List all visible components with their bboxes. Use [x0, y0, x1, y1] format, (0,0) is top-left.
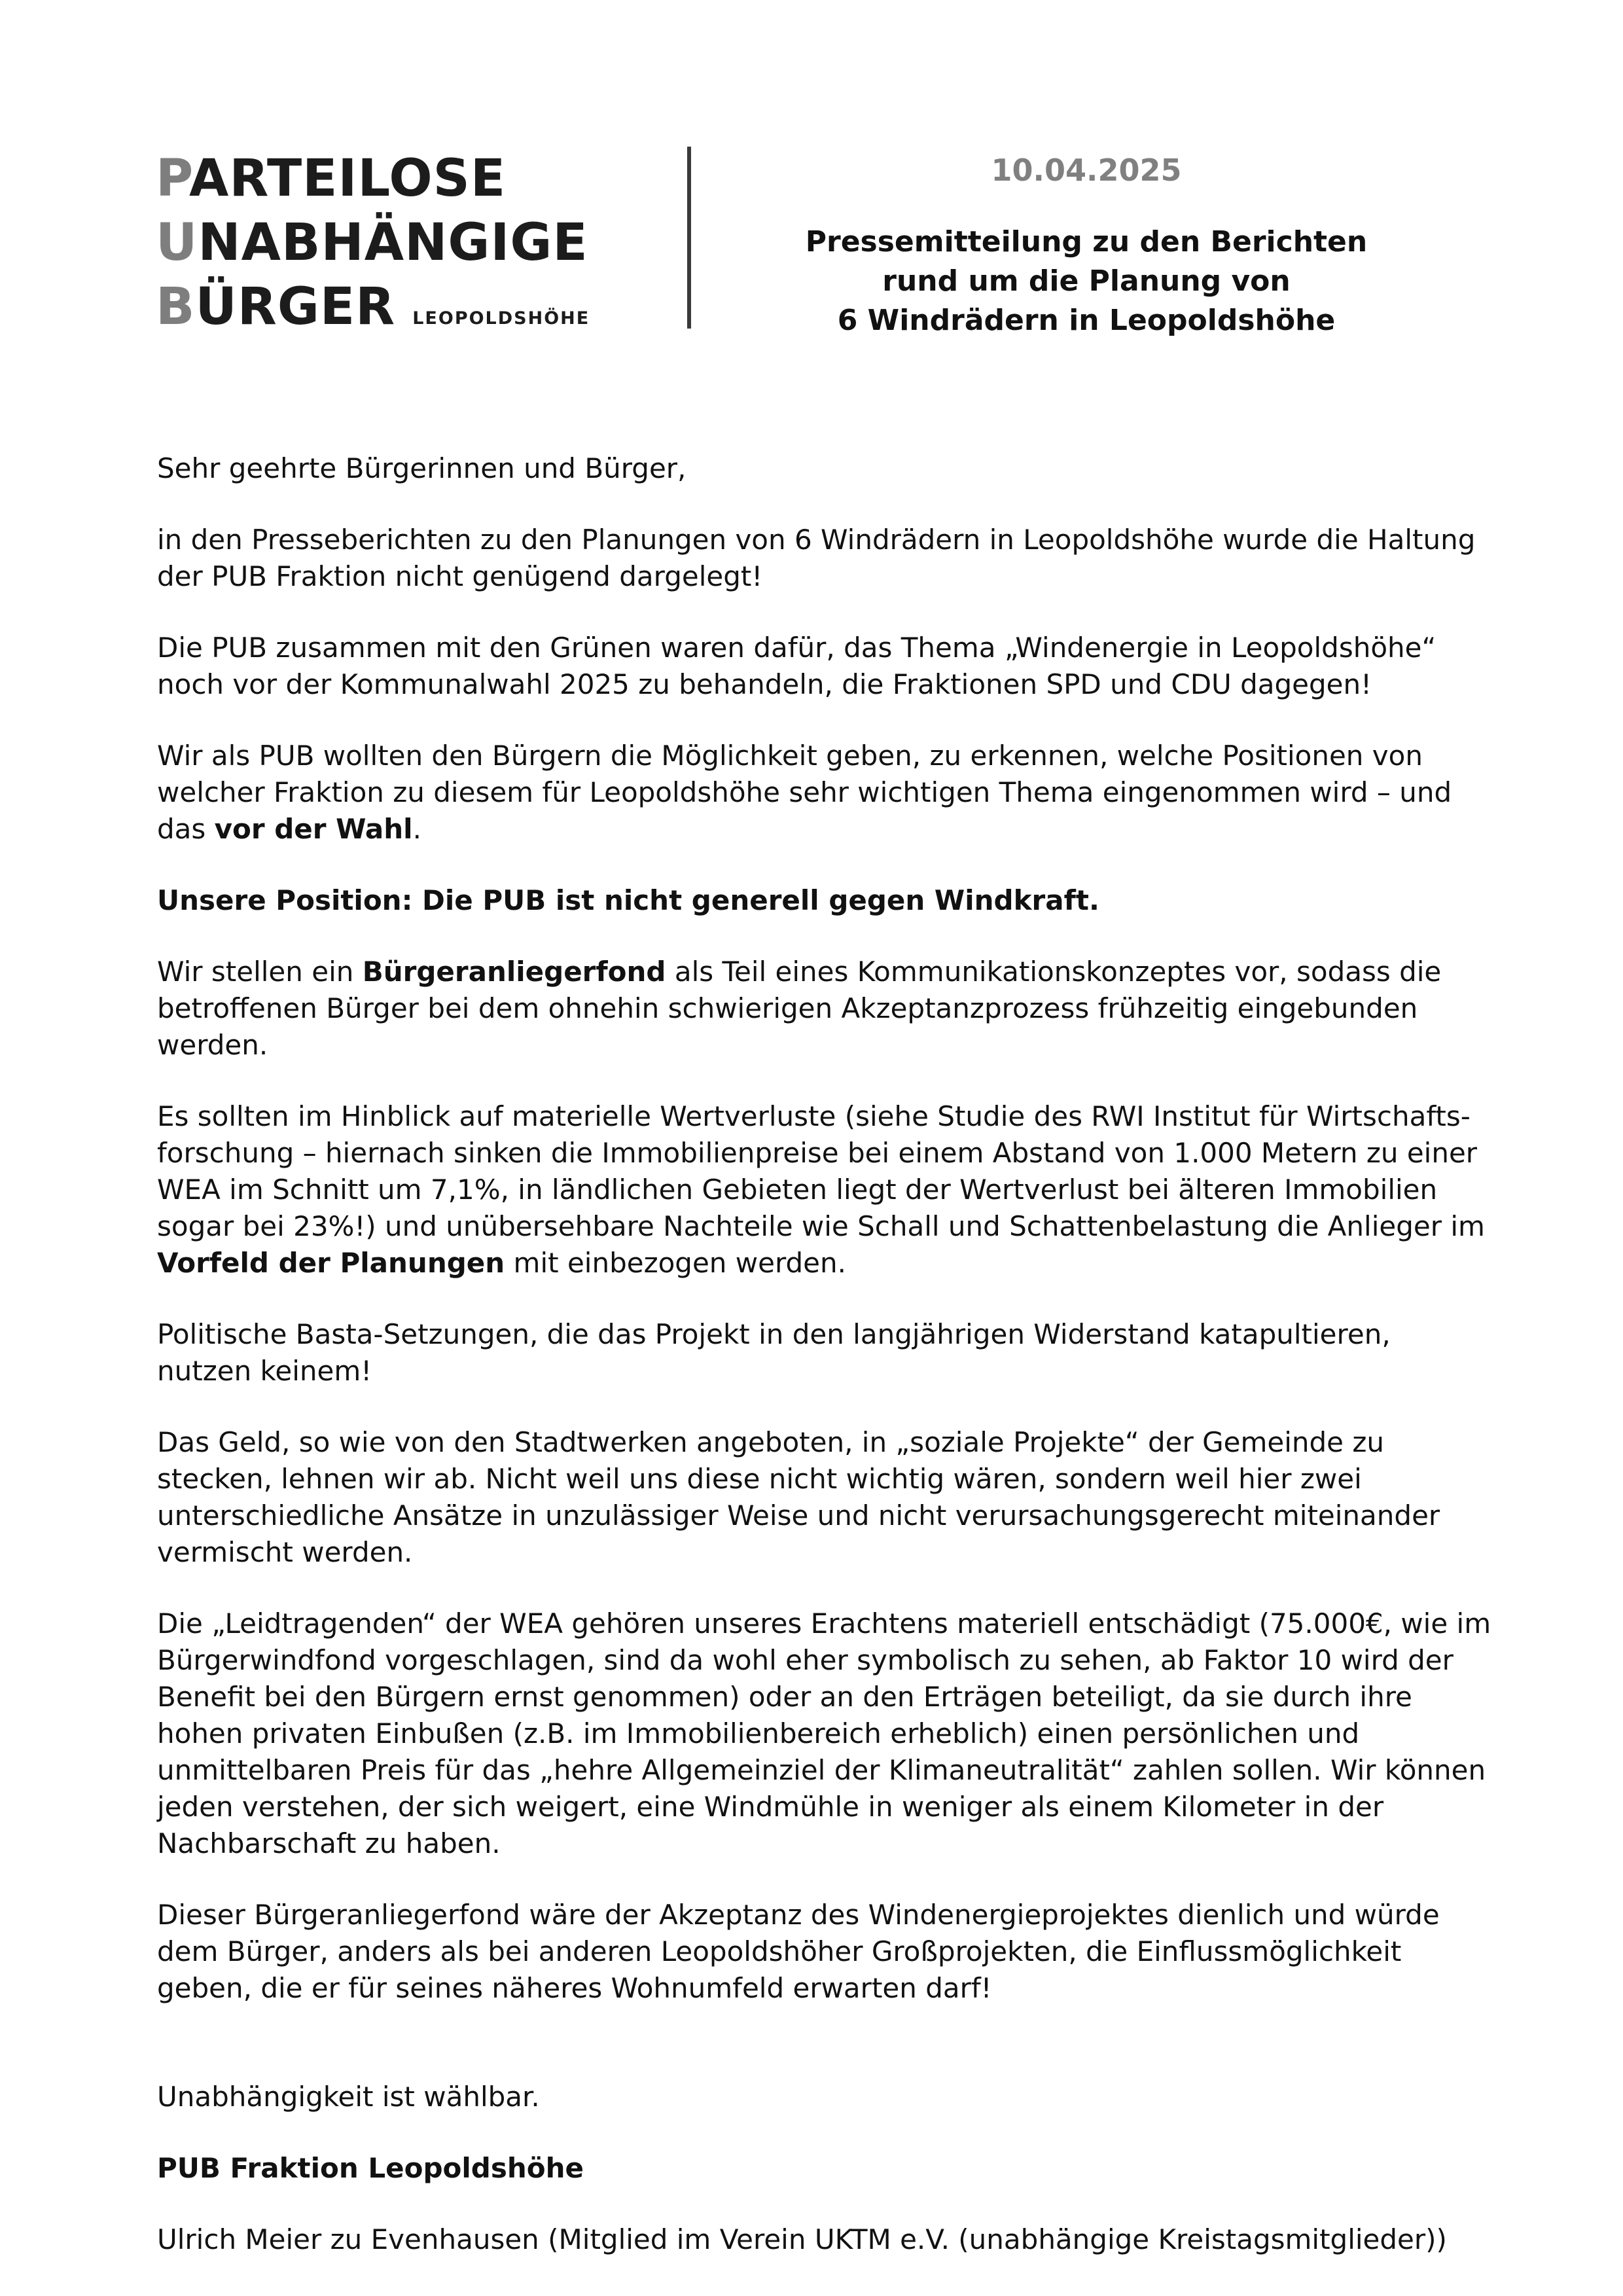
paragraph-3	[157, 738, 1492, 848]
press-date: 10.04.2025	[991, 152, 1182, 188]
paragraph-3-emphasis: vor der Wahl	[214, 813, 413, 845]
logo-initial-u: U	[156, 213, 198, 272]
logo-text-unabhaengige: NABHÄNGIGE	[198, 213, 588, 272]
logo-line-parteilose	[156, 147, 640, 211]
header-divider	[687, 147, 691, 329]
paragraph-5-emphasis: Vorfeld der Planungen	[157, 1247, 505, 1279]
logo-subtitle: LEOPOLDSHÖHE	[412, 308, 590, 329]
position-statement-text: Unsere Position: Die PUB ist nicht generell gegen Windkraft.	[157, 884, 1099, 916]
letter-body	[157, 450, 1492, 2293]
signature-person: Ulrich Meier zu Evenhausen (Mitglied im Verein UKTM e.V. (unabhängige Kreistagsmitglieder))	[157, 2223, 1447, 2255]
header-info	[733, 152, 1440, 340]
paragraph-5-text: Es sollten im Hinblick auf materielle Wertverluste (siehe Studie des RWI Institut für Wirtschafts-forschung – hiernach sinken die Immobilienpreise bei einem Abstand von 1.000 Metern zu einer WEA im Schnitt um 7,1%, in ländlichen Gebieten liegt der Wertverlust bei älteren Immobilien sogar bei 23%!) und unübersehbare Nachteile wie Schall und Schattenbelastung die Anlieger im	[157, 1100, 1485, 1242]
press-headline: Pressemitteilung zu den Berichten rund um die Planung von 6 Windrädern in Leopoldshöhe	[805, 225, 1368, 337]
paragraph-7: Das Geld, so wie von den Stadtwerken angeboten, in „soziale Projekte“ der Gemeinde zu stecken, lehnen wir ab. Nicht weil uns diese nicht wichtig wären, sondern weil hier zwei unterschiedliche Ansätze in unzulässiger Weise und nicht verursachungsgerecht miteinander vermischt werden.	[157, 1426, 1440, 1568]
paragraph-3-end: .	[412, 813, 421, 845]
paragraph-5	[157, 1098, 1492, 1282]
salutation: Sehr geehrte Bürgerinnen und Bürger,	[157, 452, 687, 484]
paragraph-6: Politische Basta-Setzungen, die das Projekt in den langjährigen Widerstand katapultieren, nutzen keinem!	[157, 1318, 1391, 1387]
paragraph-3-text: Wir als PUB wollten den Bürgern die Möglichkeit geben, zu erkennen, welche Positionen von welcher Fraktion zu diesem für Leopoldshöhe sehr wichtigen Thema eingenommen wird – und das	[157, 740, 1452, 845]
logo-line-buerger	[156, 275, 640, 351]
paragraph-4-end: als Teil eines Kommunikationskonzeptes vor, sodass die betroffenen Bürger bei dem ohnehin schwierigen Akzeptanzprozess frühzeitig eingebunden werden.	[157, 956, 1442, 1061]
paragraph-4-emphasis: Bürgeranliegerfond	[362, 956, 666, 988]
paragraph-2: Die PUB zusammen mit den Grünen waren dafür, das Thema „Windenergie in Leopoldshöhe“ noch vor der Kommunalwahl 2025 zu behandeln, die Fraktionen SPD und CDU dagegen!	[157, 632, 1436, 700]
paragraph-1: in den Presseberichten zu den Planungen von 6 Windrädern in Leopoldshöhe wurde die Haltung der PUB Fraktion nicht genügend dargelegt!	[157, 524, 1476, 592]
paragraph-9: Dieser Bürgeranliegerfond wäre der Akzeptanz des Windenergieprojektes dienlich und würde dem Bürger, anders als bei anderen Leopoldshöher Großprojekten, die Einflussmöglichkeit geben, die er für seines näheres Wohnumfeld erwarten darf!	[157, 1899, 1440, 2004]
logo-text-buerger: ÜRGER	[195, 278, 396, 336]
party-logo	[156, 147, 640, 351]
signature-organization-text: PUB Fraktion Leopoldshöhe	[157, 2152, 584, 2184]
signature-organization	[157, 2150, 1492, 2187]
logo-initial-p: P	[156, 149, 190, 208]
paragraph-5-end: mit einbezogen werden.	[505, 1247, 846, 1279]
logo-line-unabhaengige	[156, 211, 640, 275]
logo-initial-b: B	[156, 278, 196, 336]
slogan: Unabhängigkeit ist wählbar.	[157, 2081, 540, 2113]
position-statement	[157, 882, 1492, 919]
logo-text-parteilose: ARTEILOSE	[189, 149, 507, 208]
paragraph-4-text: Wir stellen ein	[157, 956, 363, 988]
paragraph-8: Die „Leidtragenden“ der WEA gehören unseres Erachtens materiell entschädigt (75.000€, wie im Bürgerwindfond vorgeschlagen, sind da wohl eher symbolisch zu sehen, ab Faktor 10 wird der Benefit bei den Bürgern ernst genommen) oder an den Erträgen beteiligt, da sie durch ihre hohen privaten Einbußen (z.B. im Immobilienbereich erheblich) einen persönlichen und unmittelbaren Preis für das „hehre Allgemeinziel der Klimaneutralität“ zahlen sollen. Wir können jeden verstehen, der sich weigert, eine Windmühle in weniger als einem Kilometer in der Nachbarschaft zu haben.	[157, 1607, 1491, 1859]
paragraph-4	[157, 954, 1492, 1064]
